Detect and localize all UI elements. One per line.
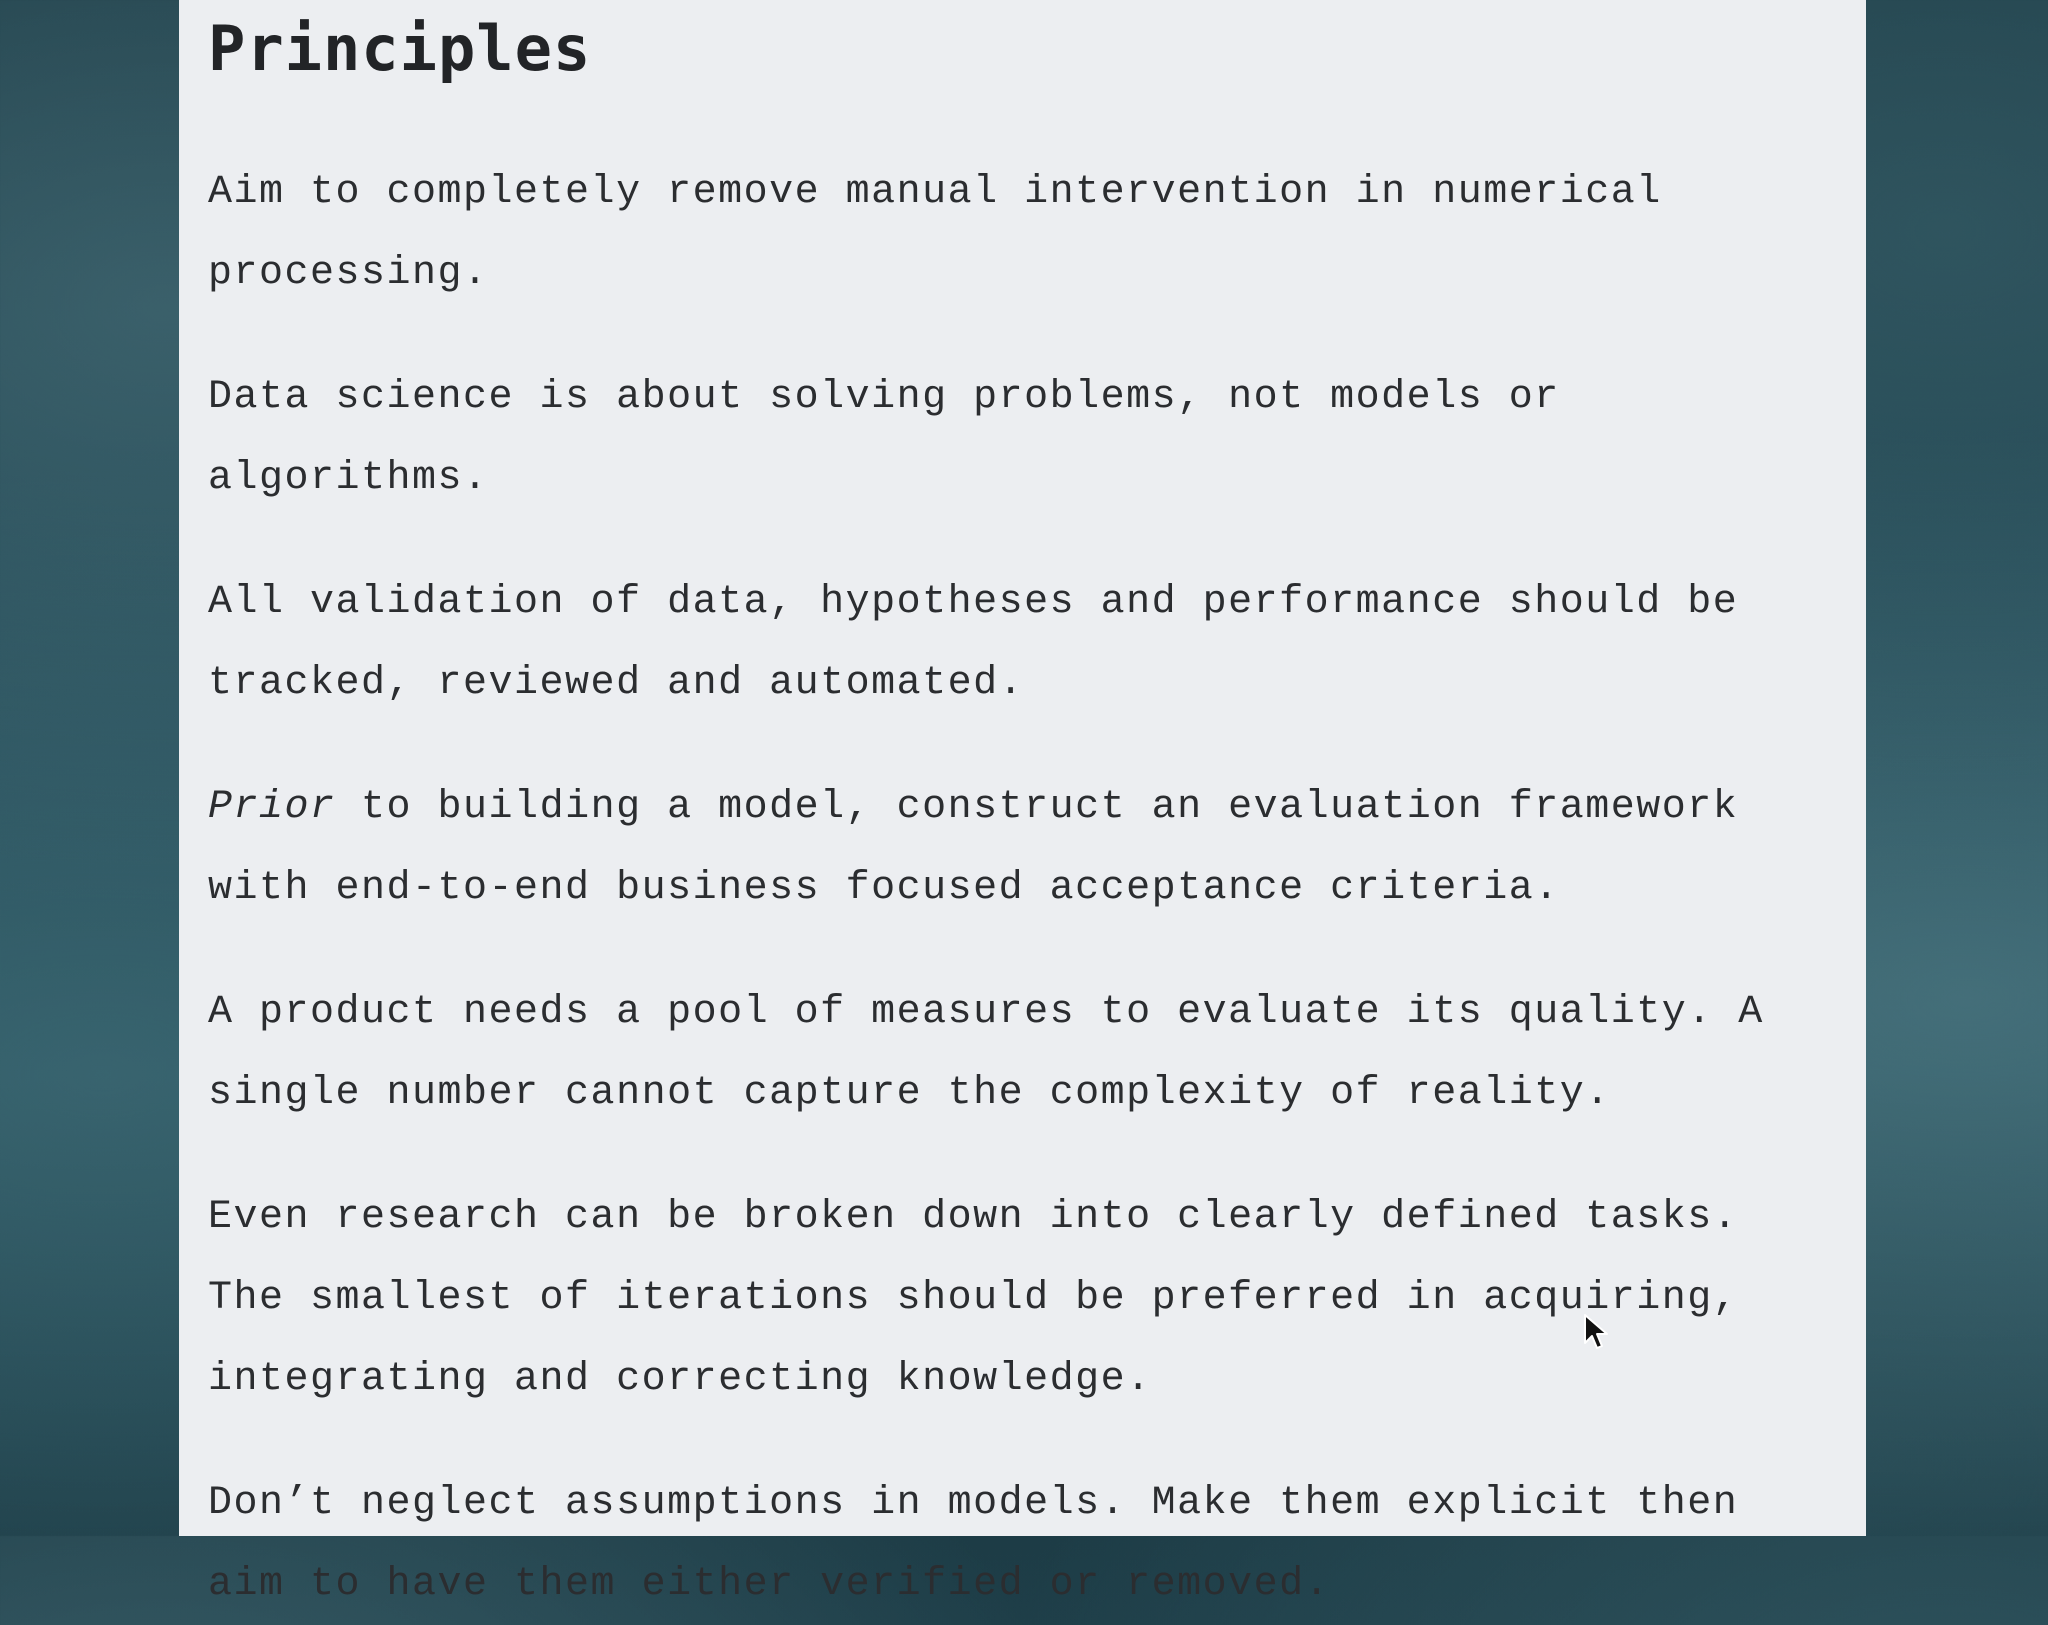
principle-text: Even research can be broken down into clearly defined tasks. The smallest of iterations should be preferred in acquiring, integrating and correcting knowledge. [208, 1195, 1739, 1402]
content-panel [179, 0, 1866, 1607]
principle-item [208, 767, 1828, 929]
principles-list [208, 152, 1866, 1625]
principle-text: Don’t neglect assumptions in models. Make them explicit then aim to have them either verified or removed. [208, 1481, 1739, 1607]
principle-text: to building a model, construct an evaluation framework with end-to-end business focused acceptance criteria. [208, 785, 1739, 911]
mouse-pointer-icon [1583, 1313, 1611, 1353]
background-right-texture [1866, 0, 2048, 1536]
page-title: Principles [208, 12, 592, 85]
principle-text: Data science is about solving problems, not models or algorithms. [208, 375, 1560, 501]
principle-item [208, 562, 1828, 724]
principle-item [208, 1463, 1828, 1625]
principle-item [208, 152, 1828, 314]
background-left-texture [0, 0, 179, 1536]
principle-item [208, 357, 1828, 519]
principle-text: Aim to completely remove manual intervention in numerical processing. [208, 170, 1662, 296]
principle-text: All validation of data, hypotheses and performance should be tracked, reviewed and automated. [208, 580, 1739, 706]
principle-emphasis: Prior [208, 785, 336, 830]
principle-text: A product needs a pool of measures to evaluate its quality. A single number cannot capture the complexity of reality. [208, 990, 1764, 1116]
principle-item [208, 1177, 1828, 1420]
principle-item [208, 972, 1828, 1134]
